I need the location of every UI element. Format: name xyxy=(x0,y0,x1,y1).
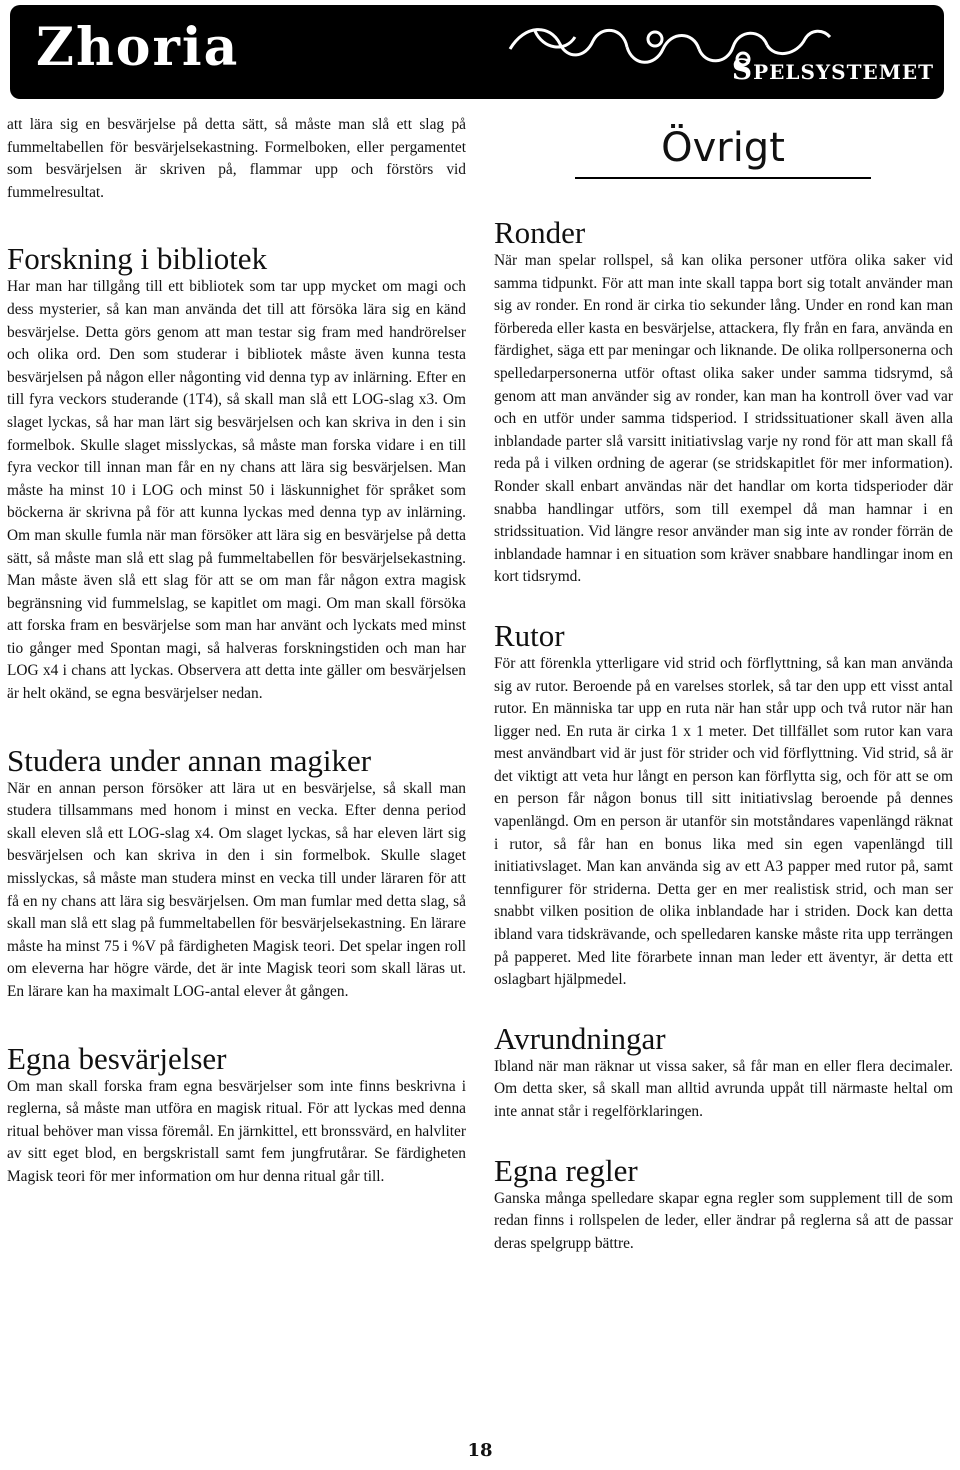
section-text: Har man har tillgång till ett bibliotek som tar upp mycket om magi och dess mysterier, så kan man använda det till att försöka lära sig en känd besvärjelse. Detta görs genom att man testar sig fram med handrörelser och olika ord. Den som studerar i bibliotek måste även kunna testa besvärjelsen på någon eller någonting vid denna typ av inlärning. Efter en till fyra veckors studerande (1T4), så skall man slå ett LOG-slag x3. Om slaget lyckas, så har man lärt sig besvärjelsen och kan skriva in den i sin formelbok. Skulle slaget misslyckas, så måste man forska vidare i en till fyra veckor till innan man får en ny chans att lära sig besvärjelsen. Man måste ha minst 10 i LOG och minst 50 i läskunnighet för språket som böckerna är skrivna på för att kunna lyckas med denna typ av inlärning. Om man skulle fumla när man försöker att lära sig en besvärjelse på detta sätt, så måste man slå ett slag på fummeltabellen för besvärjelsekastning. Man måste även slå ett slag för att se om man får någon extra magisk begränsning vid fummelslag, se kapitlet om magi. Om man skall försöka att forska fram en besvärjelse som man har använt och lyckats med minst tio gånger med Spontan magi, så halveras forskningstiden och man har LOG x4 i chans att lyckas. Observera att detta inte gäller om besvärjelsen är helt okänd, se egna besvärjelser nedan. xyxy=(7,278,466,703)
section-text: Ganska många spelledare skapar egna regler som supplement till de som redan finns i rollspelen de leder, eller ändrar på reglerna så att de passar deras spelgrupp bättre. xyxy=(494,1189,953,1252)
section-heading: Rutor xyxy=(494,617,565,653)
section-text: Om man skall forska fram egna besvärjelser som inte finns beskrivna i reglerna, så måste man utföra en magisk ritual. För att lyckas med denna ritual behöver man vissa föremål. En järnkittel, ett bronssvärd, en halvliter av sitt eget blod, en bergskristall samt fem jungfrutårar. Se färdigheten Magisk teori för mer information om hur denna ritual går till. xyxy=(7,1077,466,1185)
left-column xyxy=(7,114,466,1189)
section-heading: Ronder xyxy=(494,215,586,250)
page-number: 18 xyxy=(467,1440,493,1461)
book-title: Zhoria xyxy=(36,17,240,78)
section-heading: Egna besvärjelser xyxy=(7,1040,227,1076)
section-text: När man spelar rollspel, så kan olika personer utföra olika saker vid samma tidpunkt. För att man inte skall tappa bort sig totalt använder man sig av ronder. En rond är cirka tio sekunder lång. Under en rond kan man förbereda eller kasta en besvärjelse, attackera, fly från en fara, använda en färdighet, säga ett par meningar och liknande. De olika rollpersonerna och spelledarpersonerna utför oftast olika saker under samma tidsrymd, så genom att man använder sig av ronder, kan man ha kontroll över vad var och en utför under samma tidsperiod. I stridssituationer skall även alla inblandade parter slå varsitt initiativslag varje ny rond för att man skall få reda på i vilken ordning de agerar (se stridskapitlet för mer information). Ronder skall enbart användas när det handlar om korta tidsperioder där snabba handlingar utförs, som till exempel då man hamnar i en stridssituation. Vid längre resor använder man sig inte av ronder förrän de inblandade hamnar i en situation som kräver snabbare handlingar inom en kort tidsrymd. xyxy=(494,252,953,586)
section-label: Spelsystemet xyxy=(731,53,934,86)
section-text: Ibland när man räknar ut vissa saker, så får man en eller flera decimaler. Om detta sker, så skall man alltid avrunda uppåt till närmaste heltal om inte annat står i regelförklaringen. xyxy=(494,1057,953,1120)
section-heading: Forskning i bibliotek xyxy=(7,241,268,277)
section-heading: Studera under annan magiker xyxy=(7,742,372,778)
page-header xyxy=(10,5,944,99)
right-column xyxy=(494,216,953,1255)
section-text: När en annan person försöker att lära ut en besvärjelse, så skall man studera tillsammans med honom i minst en vecka. Efter denna period skall eleven slå ett LOG-slag x4. Om slaget lyckas, så har eleven lärt sig besvärjelsen och kan skriva in den i sin formelbok. Skulle slaget misslyckas, så måste man studera minst en vecka till under läraren för att få en ny chans att lära sig besvärjelsen. Om man fumlar med detta slag, så skall man slå ett slag på fummeltabellen för besvärjelsekastning. En lärare måste ha minst 75 i %V på färdigheten Magisk teori. Det spelar ingen roll om eleverna har högre värde, det är inte Magisk teori som skall läras ut. En lärare kan ha maximalt LOG-antal elever åt gången. xyxy=(7,779,466,1000)
section-heading: Avrundningar xyxy=(494,1020,666,1056)
intro-paragraph: att lära sig en besvärjelse på detta sätt, så måste man slå ett slag på fummeltabellen för besvärjelsekastning. Formelboken, eller pergamentet som besvärjelsen är skriven på, flammar upp och förstörs vid fummelresultat. xyxy=(7,116,466,201)
section-text: För att förenkla ytterligare vid strid och förflyttning, så kan man använda sig av rutor. Beroende på en varelses storlek, så tar den upp ett visst antal rutor. En människa tar upp en ruta när han står upp och två rutor när han ligger ned. En ruta är cirka 1 x 1 meter. Det tillfället som rutor kan vara mest användbart vid är just för strider och vid förflyttning. Vid strid, så är det viktigt att veta hur långt en person kan förflytta sig, och för att se om en person får någon bonus till sitt initiativslag beroende på dennes vapenlängd. Om en person är utanför sin motståndares vapenlängd räknat i rutor, så får han en bonus lika med sin egen vapenlängd till initiativslaget. Man kan använda sig av ett A3 papper med rutor på, samt tennfigurer för striderna. Detta ger en mer realistisk strid, och man ser snabbt vilken position de olika inblandade har i striden. Dock kan detta ibland vara tidskrävande, och spelledaren kanske måste rita upp terrängen på papperet. Med lite förarbete innan man leder ett äventyr, är detta ett oslagbart hjälpmedel. xyxy=(494,654,953,989)
chapter-title: Övrigt xyxy=(661,125,785,171)
title-rule xyxy=(575,177,871,179)
section-heading: Egna regler xyxy=(494,1152,638,1188)
